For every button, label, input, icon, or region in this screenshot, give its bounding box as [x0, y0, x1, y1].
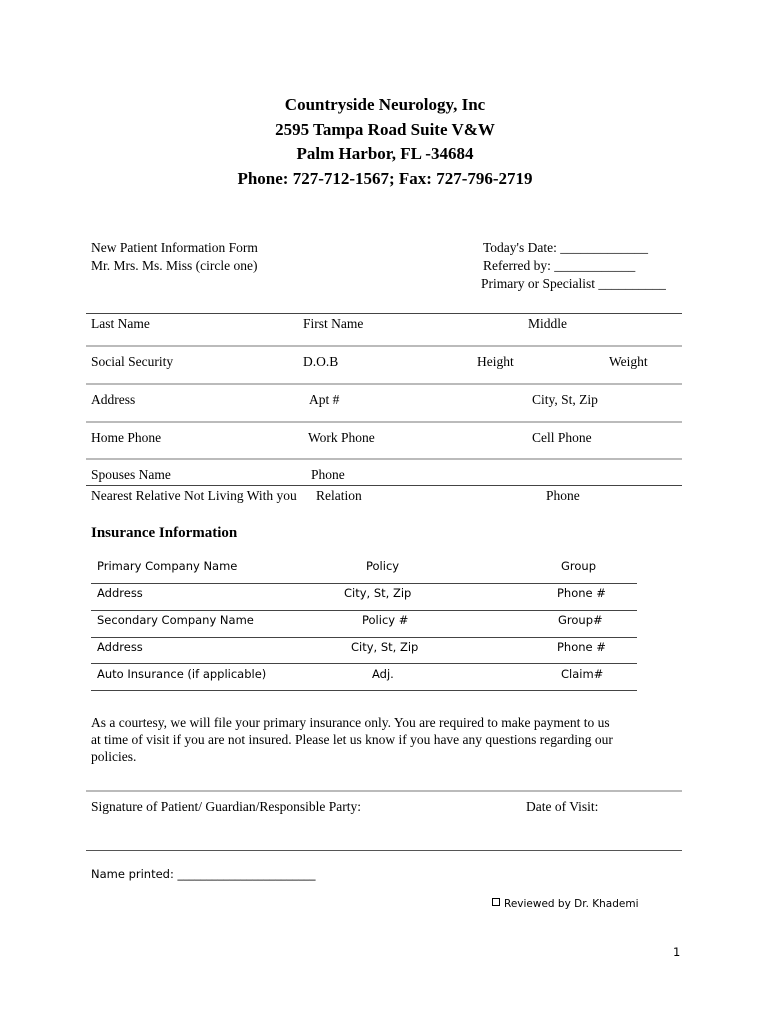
- primary-address-fill-line[interactable]: [91, 610, 637, 611]
- insurance-city-label: City, St, Zip: [344, 586, 412, 600]
- policy-label: Policy: [366, 559, 400, 573]
- secondary-city-label: City, St, Zip: [351, 640, 419, 654]
- checkbox-icon[interactable]: [492, 898, 500, 906]
- secondary-company-fill-line[interactable]: [91, 637, 637, 638]
- nearest-relative-label: Nearest Relative Not Living With you: [91, 488, 297, 503]
- form-title: New Patient Information Form: [91, 240, 258, 255]
- insurance-address-label: Address: [97, 586, 143, 600]
- phone-fill-line[interactable]: [86, 458, 682, 460]
- city-st-zip-label: City, St, Zip: [532, 392, 598, 407]
- courtesy-line-2: at time of visit if you are not insured. Please let us know if you have any questions regarding our: [91, 732, 613, 747]
- courtesy-line-3: policies.: [91, 749, 137, 764]
- home-phone-label: Home Phone: [91, 430, 162, 445]
- practice-street: 2595 Tampa Road Suite V&W: [275, 119, 495, 139]
- secondary-policy-label: Policy #: [362, 613, 409, 627]
- insurance-heading: Insurance Information: [91, 525, 238, 541]
- signature-label: Signature of Patient/ Guardian/Responsible Party:: [91, 799, 361, 814]
- auto-insurance-fill-line[interactable]: [91, 690, 637, 691]
- ssn-fill-line[interactable]: [86, 383, 682, 385]
- address-label: Address: [91, 392, 136, 407]
- practice-city: Palm Harbor, FL -34684: [296, 144, 474, 163]
- last-name-label: Last Name: [91, 316, 150, 331]
- auto-insurance-label: Auto Insurance (if applicable): [97, 667, 267, 681]
- apt-label: Apt #: [309, 392, 340, 407]
- practice-header: [0, 93, 770, 191]
- claim-label: Claim#: [561, 667, 604, 681]
- secondary-address-fill-line[interactable]: [91, 663, 637, 664]
- divider: [86, 313, 682, 314]
- reviewed-checkbox-row[interactable]: [492, 898, 639, 910]
- referred-by-field[interactable]: Referred by: ____________: [483, 258, 636, 273]
- signature-fill-line[interactable]: [86, 850, 682, 851]
- relation-label: Relation: [316, 488, 362, 503]
- cell-phone-label: Cell Phone: [532, 430, 592, 445]
- spouses-name-label: Spouses Name: [91, 467, 171, 482]
- primary-specialist-field[interactable]: Primary or Specialist __________: [481, 276, 666, 291]
- spouse-phone-label: Phone: [311, 467, 345, 482]
- date-of-visit-label: Date of Visit:: [526, 799, 599, 814]
- spouse-fill-line[interactable]: [86, 485, 682, 486]
- adj-label: Adj.: [372, 667, 394, 681]
- secondary-group-label: Group#: [558, 613, 603, 627]
- dob-label: D.O.B: [303, 354, 339, 369]
- salutation-choice[interactable]: Mr. Mrs. Ms. Miss (circle one): [91, 258, 258, 273]
- height-label: Height: [477, 354, 514, 369]
- middle-label: Middle: [528, 316, 567, 331]
- relative-phone-label: Phone: [546, 488, 580, 503]
- work-phone-label: Work Phone: [308, 430, 375, 445]
- group-label: Group: [561, 559, 597, 573]
- reviewed-label: Reviewed by Dr. Khademi: [504, 898, 639, 910]
- first-name-label: First Name: [303, 316, 364, 331]
- primary-company-label: Primary Company Name: [97, 559, 238, 573]
- secondary-company-label: Secondary Company Name: [97, 613, 254, 627]
- secondary-address-label: Address: [97, 640, 143, 654]
- todays-date-field[interactable]: Today's Date: _____________: [483, 240, 648, 255]
- social-security-label: Social Security: [91, 354, 174, 369]
- practice-phone-fax: Phone: 727-712-1567; Fax: 727-796-2719: [237, 168, 533, 188]
- secondary-phone-label: Phone #: [557, 640, 606, 654]
- name-fill-line[interactable]: [86, 345, 682, 347]
- practice-name: Countryside Neurology, Inc: [284, 95, 486, 114]
- weight-label: Weight: [609, 354, 648, 369]
- address-fill-line[interactable]: [86, 421, 682, 423]
- divider: [86, 790, 682, 792]
- primary-company-fill-line[interactable]: [91, 583, 637, 584]
- page-number: 1: [673, 945, 681, 959]
- courtesy-line-1: As a courtesy, we will file your primary insurance only. You are required to make payment to us: [91, 715, 610, 730]
- insurance-phone-label: Phone #: [557, 586, 606, 600]
- name-printed-field[interactable]: Name printed: ________________________: [91, 867, 316, 881]
